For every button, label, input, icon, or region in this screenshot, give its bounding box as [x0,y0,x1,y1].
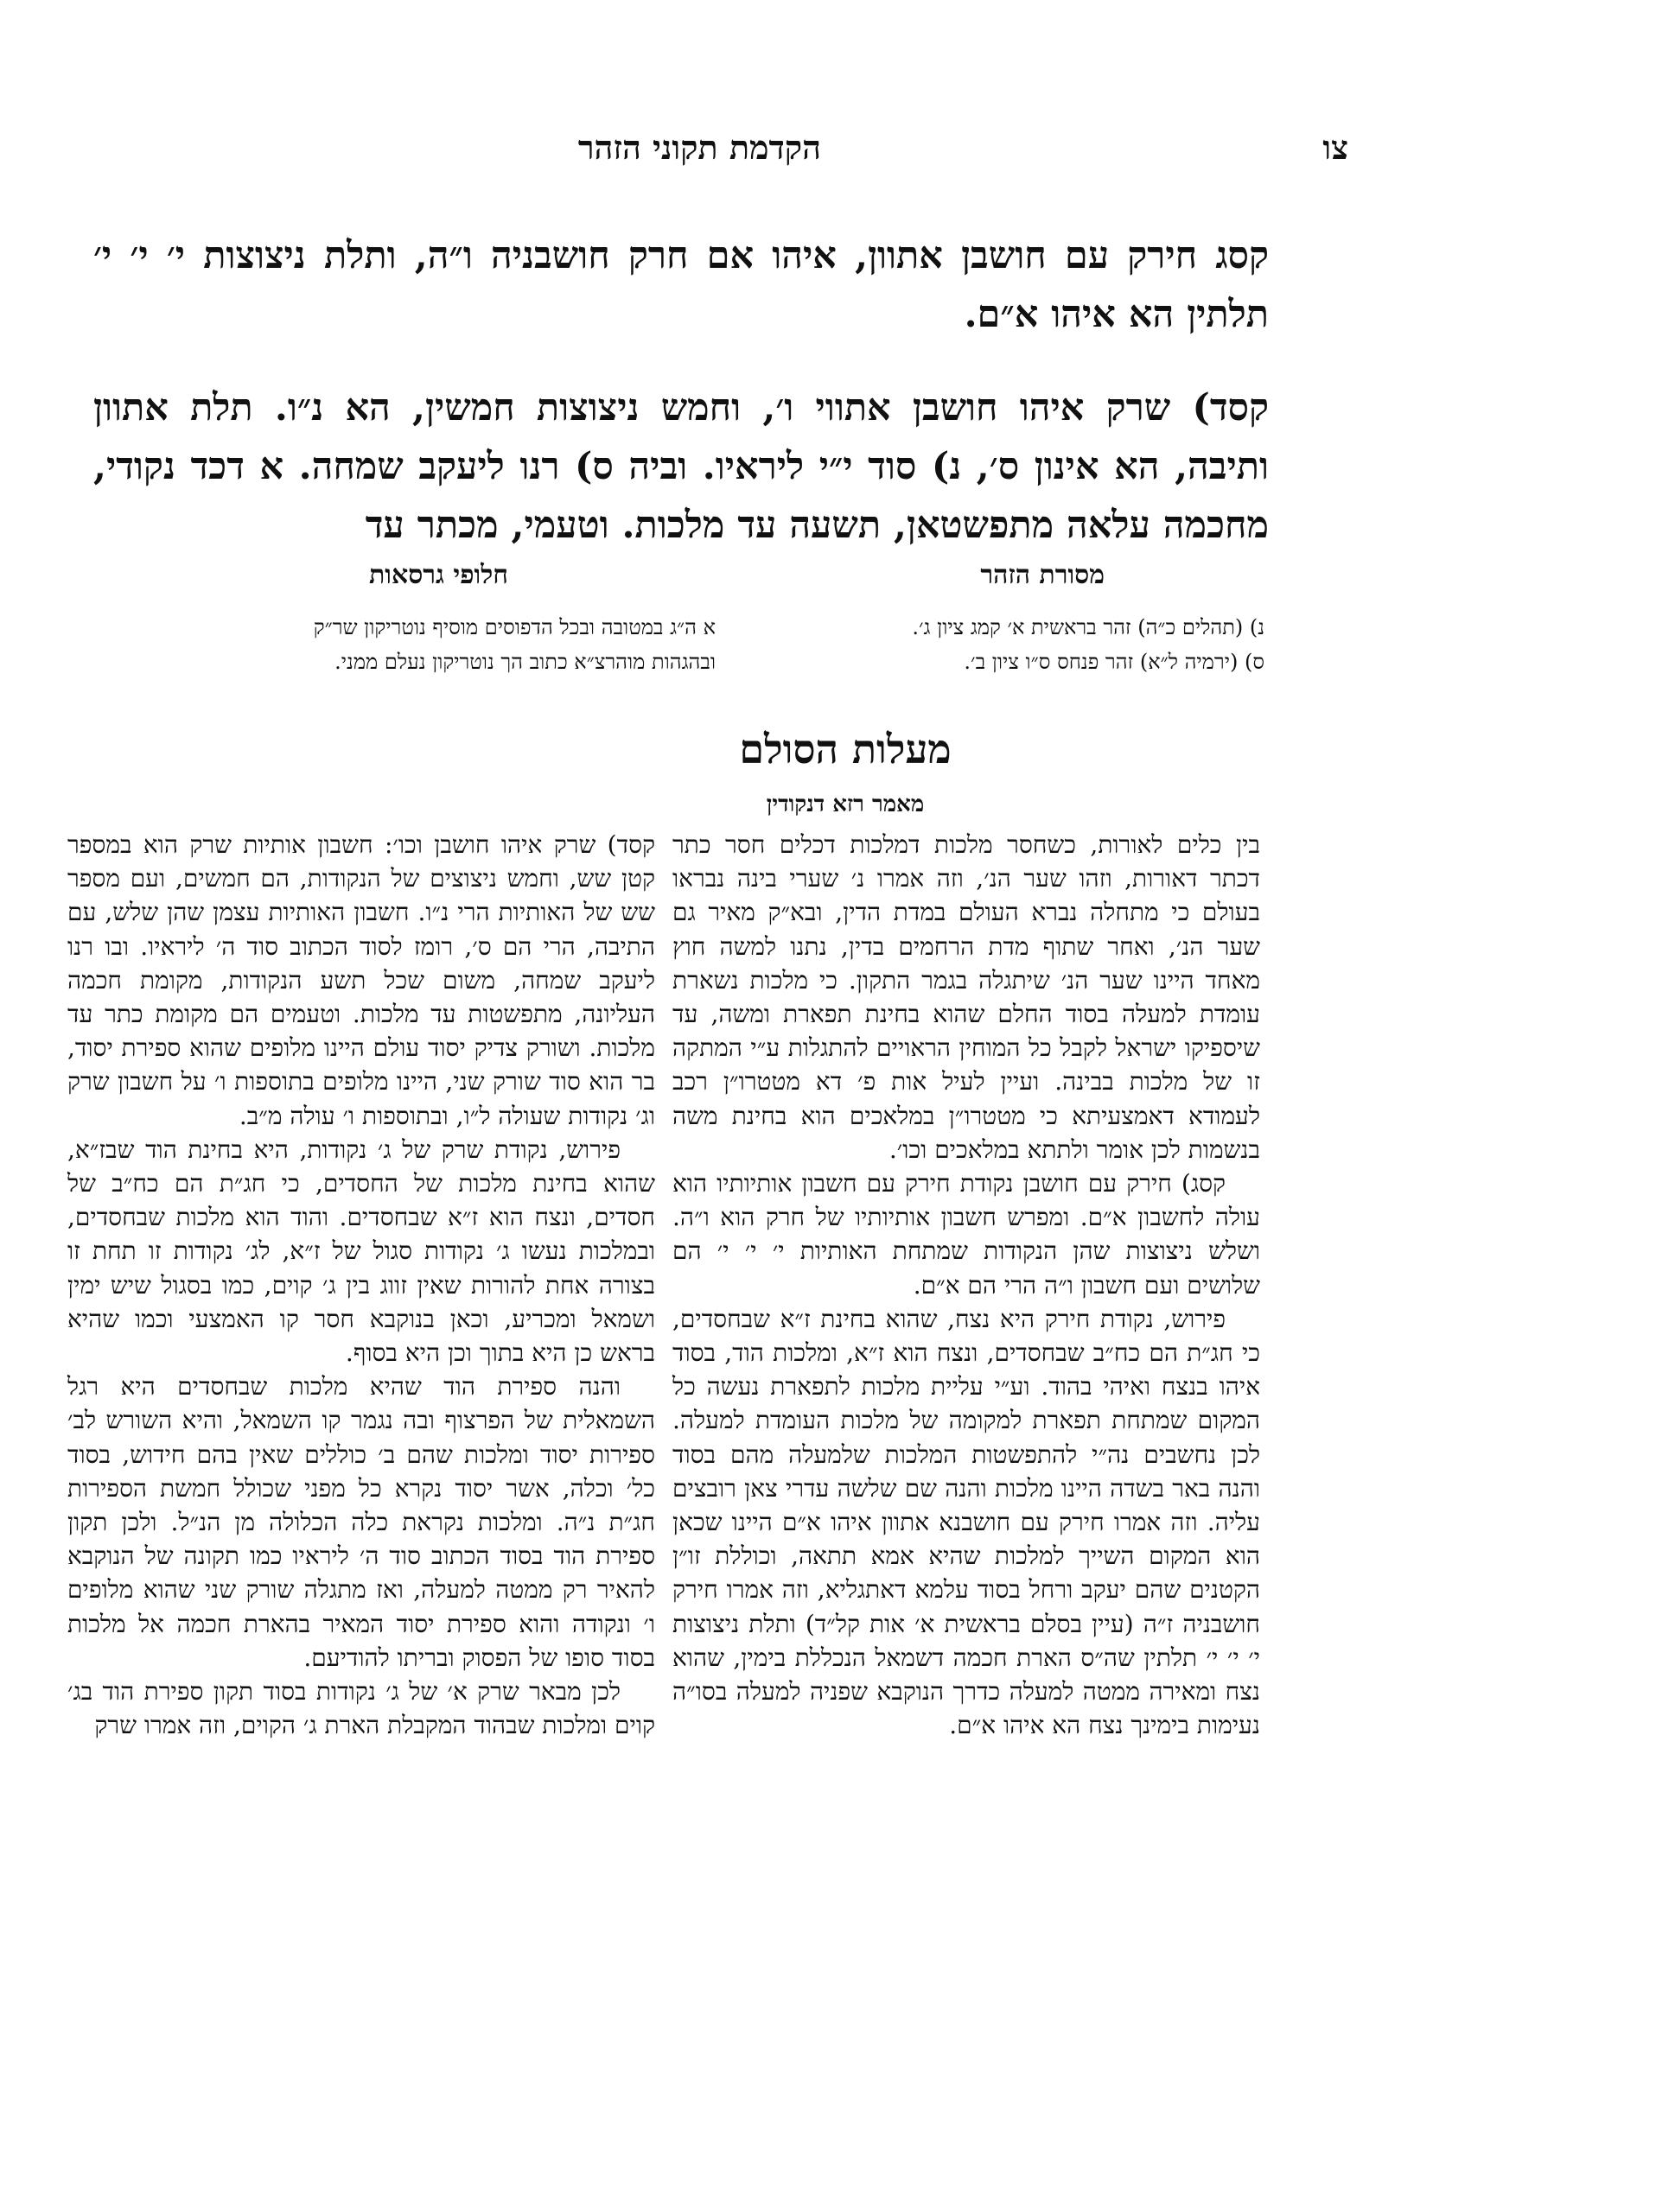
sulam-paragraph: בין כלים לאורות, כשחסר מלכות דמלכות דכלים חסר כתר דכתר דאורות, וזהו שער הנ׳, וזה אמרו נ׳ שערי בינה נבראו בעולם כי מתחלה נברא העולם במדת הדין, ובא״ק מאיר גם שער הנ׳, ואחר שתוף מדת הרחמים בדין, נתנו למשה חוץ מאחד היינו שער הנ׳ שיתגלה בגמר התקון. כי מלכות נשארת עומדת למעלה בסוד החלם שהוא בחינת תפארת ומשה, עד שיספיקו ישראל לקבל כל המוחין הראויים להתגלות ע״י המתקה זו של מלכות בבינה. ועיין לעיל אות פ׳ דא מטטרו״ן רכב לעמודא דאמצעיתא כי מטטרו״ן במלאכים הוא בחינת משה בנשמות לכן אומר ולתתא במלאכים וכו׳. [672,830,1261,1164]
sulam-right-column [672,828,1260,1742]
page-header [95,128,1348,188]
sulam-left-column [67,828,655,1742]
masoret-notes [746,610,1264,679]
sulam-paragraph: פירוש, נקודת חירק היא נצח, שהוא בחינת ז״א שבחסדים, כי חג״ת הם כח״ב שבחסדים, ונצח הוא ז״א, ומלכות הוד, בסוד איהו בנצח ואיהי בהוד. וע״י עליית מלכות לתפארת נעשה כל המקום שמתחת תפארת למקומה של מלכות העומדת למעלה. לכן נחשבים נה״י להתפשטות המלכות שלמעלה מהם בסוד והנה באר בשדה היינו מלכות והנה שם שלשה עדרי צאן רובצים עליה. וזה אמרו חירק עם חושבנא אתוון איהו א״ם היינו שכאן הוא המקום השייך למלכות שהיא אמא תתאה, וכוללת זו״ן הקטנים שהם יעקב ורחל בסוד עלמא דאתגליא, וזה אמרו חירק חושבניה ז״ה (עיין בסלם בראשית א׳ אות קל״ד) ותלת ניצוצות י׳ י׳ י׳ תלתין שה״ס הארת חכמה דשמאל הנכללת בימין, שהוא נצח ומאירה ממטה למעלה כדרך הנוקבא שפניה למעלה בסו״ה נעימות בימינך נצח הא איהו א״ם. [672,1304,1261,1740]
masoret-line: ס) (ירמיה ל״א) זהר פנחס ס״ו ציון ב׳. [964,650,1264,674]
masoret-line: נ) (תהלים כ״ה) זהר בראשית א׳ קמג ציון ג׳. [912,615,1264,639]
sulam-paragraph: קסג) חירק עם חושבן נקודת חירק עם חשבון אותיותיו הוא עולה לחשבון א״ם. ומפרש חשבון אותיותיו של חרק הוא ו״ה. ושלש ניצוצות שהן הנקודות שמתחת האותיות י׳ י׳ י׳ הם שלושים ועם חשבון ו״ה הרי הם א״ם. [672,1169,1260,1300]
chilufei-title: חלופי גרסאות [368,560,508,590]
sulam-subtitle: מאמר רזא דנקודין [766,791,925,817]
page-title: הקדמת תקוני הזהר [577,128,821,167]
sulam-paragraph: קסד) שרק איהו חושבן וכו׳: חשבון אותיות שרק הוא במספר קטן שש, וחמש ניצוצים של הנקודות, הם חמשים, ועם מספר שש של האותיות הרי נ״ו. חשבון האותיות עצמן שהן שלש, עם התיבה, הרי הם ס׳, רומז לסוד הכתוב סוד ה׳ ליראיו. ובו רנו ליעקב שמחה, משום שכל תשע הנקודות, מקומת חכמה העליונה, מתפשטות עד מלכות. וטעמים הם מקומת כתר עד מלכות. ושורק צדיק יסוד עולם היינו מלופים שהוא ספירת יסוד, בר הוא סוד שורק שני, היינו מלופים בתוספות ו׳ על חשבון שרק וג׳ נקודות שעולה ל״ו, ובתוספות ו׳ עולה מ״ב. [67,830,655,1130]
chilufei-notes [93,610,716,679]
chilufei-line: א ה״ג במטובה ובכל הדפוסים מוסיף נוטריקון שר״ק [313,615,716,639]
masoret-title: מסורת הזהר [980,560,1105,590]
zohar-paragraph-163: קסג חירק עם חושבן אתוון, איהו אם חרק חושבניה ו״ה, ותלת ניצוצות י׳ י׳ י׳ תלתין הא איהו א״ם. [93,234,1269,336]
sulam-title: מעלות הסולם [739,726,952,772]
chilufei-line: ובהגהות מוהרצ״א כתוב הך נוטריקון נעלם ממני. [334,650,716,674]
sulam-paragraph: והנה ספירת הוד שהיא מלכות שבחסדים היא רגל השמאלית של הפרצוף ובה נגמר קו השמאל, והיא השורש לב׳ ספירות יסוד ומלכות שהם ב׳ כוללים שאין בהם חידוש, בסוד כל׳ וכלה, אשר יסוד נקרא כל מפני שכולל חמשת הספירות חג״ת נ״ה. ומלכות נקראת כלה הכלולה מן הנ״ל. ולכן תקון ספירת הוד בסוד הכתוב סוד ה׳ ליראיו כמו תקונה של הנוקבא להאיר רק ממטה למעלה, ואז מתגלה שורק שני שהוא מלופים ו׳ ונקודה והוא ספירת יסוד המאיר בהארת חכמה אל מלכות בסוד סופו של הפסוק ובריתו להודיעם. [67,1372,655,1672]
sulam-paragraph: פירוש, נקודת שרק של ג׳ נקודות, היא בחינת הוד שבז״א, שהוא בחינת מלכות של החסדים, כי חג״ת הם כח״ב של חסדים, ונצח הוא ז״א שבחסדים. והוד הוא מלכות שבחסדים, ובמלכות נעשו ג׳ נקודות סגול של ז״א, לג׳ נקודות זו תחת זו בצורה אחת להורות שאין זווג בין ג׳ קוים, כמו בסגול שיש ימין ושמאל ומכריע, וכאן בנוקבא חסר קו האמצעי וכמו שהיא בראש כן היא בתוך וכן היא בסוף. [67,1135,655,1368]
zohar-text [93,226,1269,589]
zohar-paragraph-164: קסד) שרק איהו חושבן אתווי ו׳, וחמש ניצוצות חמשין, הא נ״ו. תלת אתוון ותיבה, הא אינון ס׳, נ) סוד י״י ליראיו. וביה ס) רנו ליעקב שמחה. א דכד נקודי, מחכמה עלאה מתפשטאן, תשעה עד מלכות. וטעמי, מכתר עד [93,386,1269,547]
page-number: צו [1322,128,1348,167]
sulam-paragraph: לכן מבאר שרק א׳ של ג׳ נקודות בסוד תקון ספירת הוד בג׳ קוים ומלכות שבהוד המקבלת הארת ג׳ הקוים, וזה אמרו שרק [67,1677,655,1740]
